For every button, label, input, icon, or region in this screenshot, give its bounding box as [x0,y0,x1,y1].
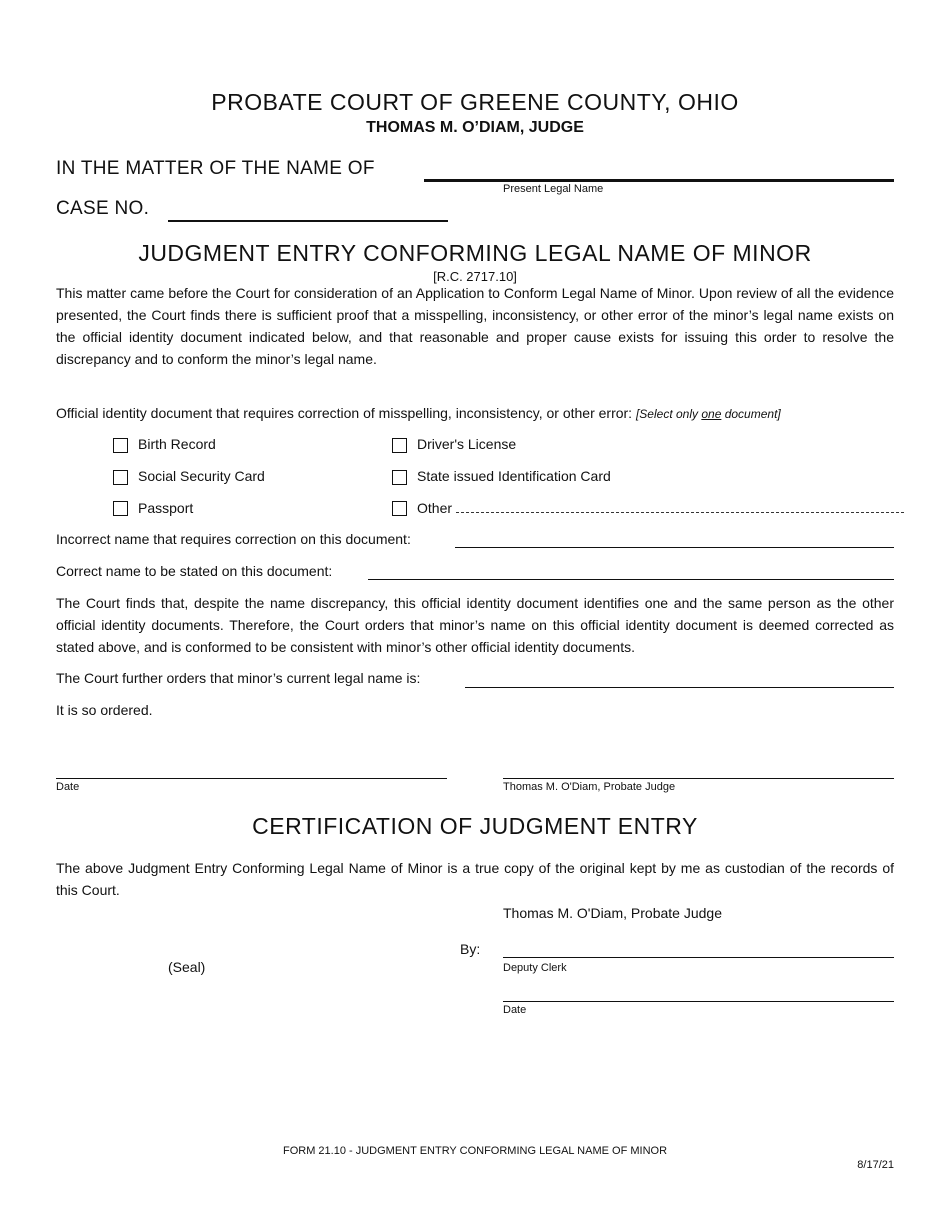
date-signature-line[interactable] [56,778,447,779]
correct-name-field[interactable] [368,579,894,580]
judge-signature-line[interactable] [503,778,894,779]
social-security-card-label: Social Security Card [138,468,265,484]
drivers-license-label: Driver's License [417,436,517,452]
revision-date: 8/17/21 [857,1159,894,1171]
so-ordered-text: It is so ordered. [56,702,153,718]
judge-signature-label: Thomas M. O'Diam, Probate Judge [503,781,676,793]
certification-title: CERTIFICATION OF JUDGMENT ENTRY [252,813,698,839]
deputy-clerk-signature-line[interactable] [503,957,894,958]
birth-record-label: Birth Record [138,436,216,452]
other-row [417,500,904,516]
birth-record-checkbox[interactable] [113,438,128,453]
certification-paragraph: The above Judgment Entry Conforming Legal Name of Minor is a true copy of the original kept by me as custodian of the records of this Court. [56,860,894,898]
social-security-card-checkbox[interactable] [113,470,128,485]
drivers-license-checkbox[interactable] [392,438,407,453]
current-name-field[interactable] [465,687,894,688]
date-label: Date [56,781,80,793]
passport-checkbox[interactable] [113,501,128,516]
current-name-label: The Court further orders that minor’s current legal name is: [56,670,421,686]
state-id-card-label: State issued Identification Card [417,468,611,484]
other-checkbox[interactable] [392,501,407,516]
incorrect-name-field[interactable] [455,547,894,548]
document-prompt-text: Official identity document that requires correction of misspelling, inconsistency, or other error: [56,405,633,421]
matter-name-field[interactable] [424,179,894,182]
correct-name-label: Correct name to be stated on this document: [56,563,333,579]
state-id-card-checkbox[interactable] [392,470,407,485]
form-footer: FORM 21.10 - JUDGMENT ENTRY CONFORMING LEGAL NAME OF MINOR [282,1145,668,1157]
incorrect-name-label: Incorrect name that requires correction on this document: [56,531,411,547]
findings-paragraph: This matter came before the Court for consideration of an Application to Conform Legal Name of Minor. Upon review of all the evidence presented, the Court finds there is sufficient proof that a misspelling, inconsistency, or other error of the minor’s legal name exists on the official identity document indicated below, and that reasonable and proper cause exists for issuing this order to resolve the discrepancy and to conform the minor’s legal name. [56,285,894,367]
case-label: CASE NO. [56,198,150,219]
case-number-field[interactable] [168,220,448,222]
statute-reference: [R.C. 2717.10] [433,269,517,284]
note-post: document] [721,407,781,421]
note-pre: [Select only [635,407,702,421]
court-title: PROBATE COURT OF GREENE COUNTY, OHIO [211,89,739,115]
certification-judge: Thomas M. O'Diam, Probate Judge [503,905,722,921]
matter-label: IN THE MATTER OF THE NAME OF [56,158,375,179]
by-label: By: [460,941,481,957]
judge-heading: THOMAS M. O’DIAM, JUDGE [366,119,584,136]
certification-date-line[interactable] [503,1001,894,1002]
document-prompt [56,405,781,421]
passport-label: Passport [138,500,194,516]
deputy-clerk-label: Deputy Clerk [503,962,567,974]
other-label: Other [417,500,453,516]
note-emphasis: one [701,407,722,421]
certification-date-label: Date [503,1004,527,1016]
present-legal-name-label: Present Legal Name [503,183,604,195]
form-title: JUDGMENT ENTRY CONFORMING LEGAL NAME OF MINOR [138,240,812,266]
seal-label: (Seal) [168,959,206,975]
other-specify-field[interactable] [456,502,904,513]
order-paragraph: The Court finds that, despite the name discrepancy, this official identity document identifies one and the same person as the other official identity documents. Therefore, the Court orders that minor’s name on this official identity document is deemed corrected as stated above, and is conformed to be consistent with minor’s other official identity documents. [56,595,894,655]
